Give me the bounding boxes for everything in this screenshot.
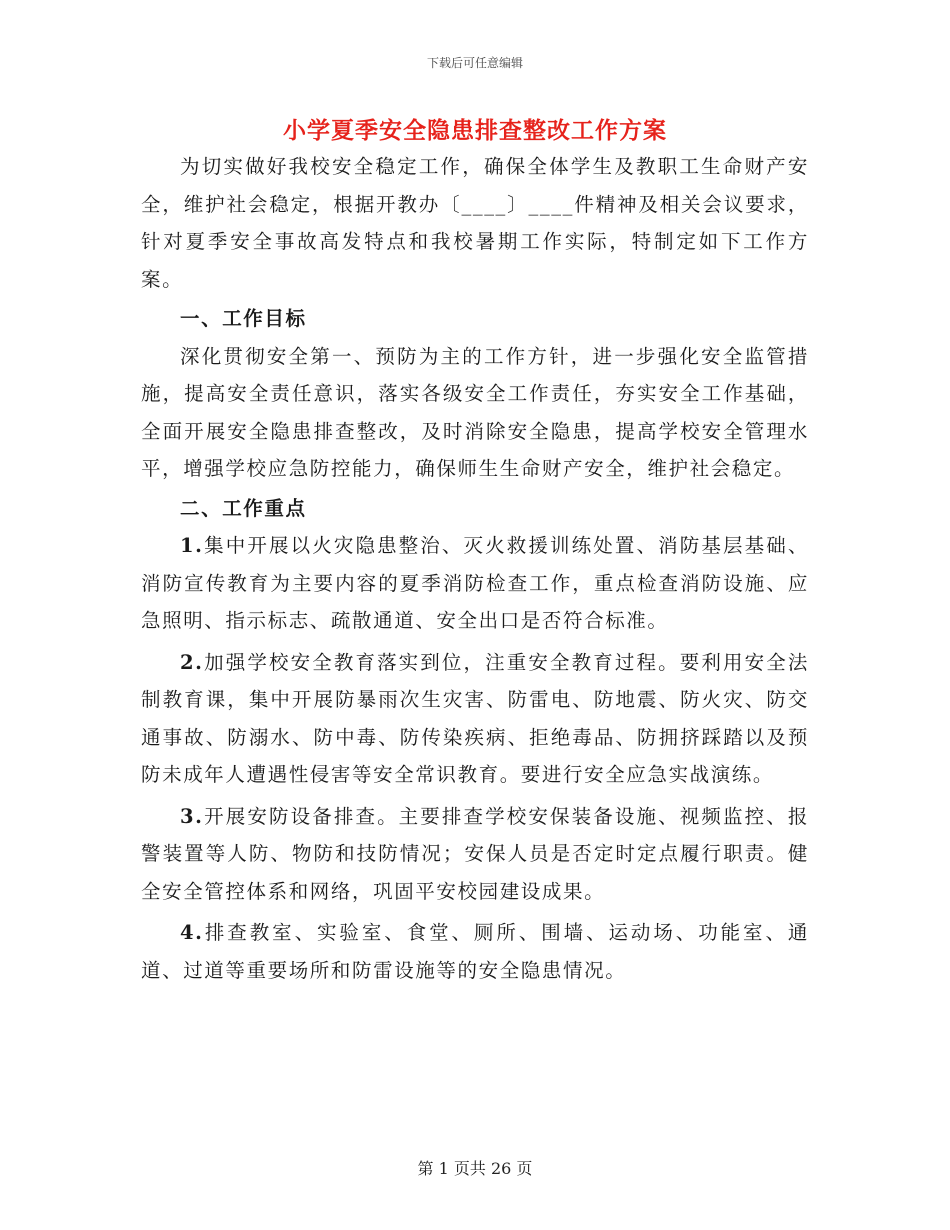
focus-item-number: 1. (180, 534, 204, 557)
header-note: 下载后可任意编辑 (426, 56, 523, 70)
intro-paragraph: 为切实做好我校安全稳定工作，确保全体学生及教职工生命财产安全，维护社会稳定，根据开教办〔____〕____件精神及相关会议要求，针对夏季安全事故高发特点和我校暑期工作实际，特制定如下工作方案。 (141, 155, 809, 291)
goals-paragraph: 深化贯彻安全第一、预防为主的工作方针，进一步强化安全监管措施，提高安全责任意识，落实各级安全工作责任，夯实安全工作基础，全面开展安全隐患排查整改，及时消除安全隐患，提高学校安全管理水平，增强学校应急防控能力，确保师生生命财产安全，维护社会稳定。 (141, 344, 809, 480)
focus-item-number: 2. (180, 650, 204, 674)
focus-item-text: 集中开展以火灾隐患整治、灭火救援训练处置、消防基层基础、消防宣传教育为主要内容的夏季消防检查工作，重点检查消防设施、应急照明、指示标志、疏散通道、安全出口是否符合标准。 (141, 534, 809, 632)
page-footer: 第 1 页共 26 页 (417, 1159, 533, 1178)
focus-item-number: 4. (180, 921, 204, 944)
document-title: 小学夏季安全隐患排查整改工作方案 (283, 117, 667, 144)
focus-item-number: 3. (180, 804, 204, 828)
focus-item (141, 644, 809, 794)
section-heading-goals: 一、工作目标 (180, 307, 307, 330)
focus-item (141, 914, 809, 989)
focus-item-text: 开展安防设备排查。主要排查学校安保装备设施、视频监控、报警装置等人防、物防和技防情况；安保人员是否定时定点履行职责。健全安全管控体系和网络，巩固平安校园建设成果。 (141, 804, 809, 903)
focus-item (141, 527, 809, 640)
focus-item-text: 排查教室、实验室、食堂、厕所、围墙、运动场、功能室、通道、过道等重要场所和防雷设施等的安全隐患情况。 (141, 921, 809, 982)
focus-item (141, 798, 809, 911)
focus-item-text: 加强学校安全教育落实到位，注重安全教育过程。要利用安全法制教育课，集中开展防暴雨次生灾害、防雷电、防地震、防火灾、防交通事故、防溺水、防中毒、防传染疾病、拒绝毒品、防拥挤踩踏以及预防未成年人遭遇性侵害等安全常识教育。要进行安全应急实战演练。 (141, 650, 809, 786)
section-heading-focus: 二、工作重点 (180, 496, 307, 520)
document-body (141, 148, 809, 989)
